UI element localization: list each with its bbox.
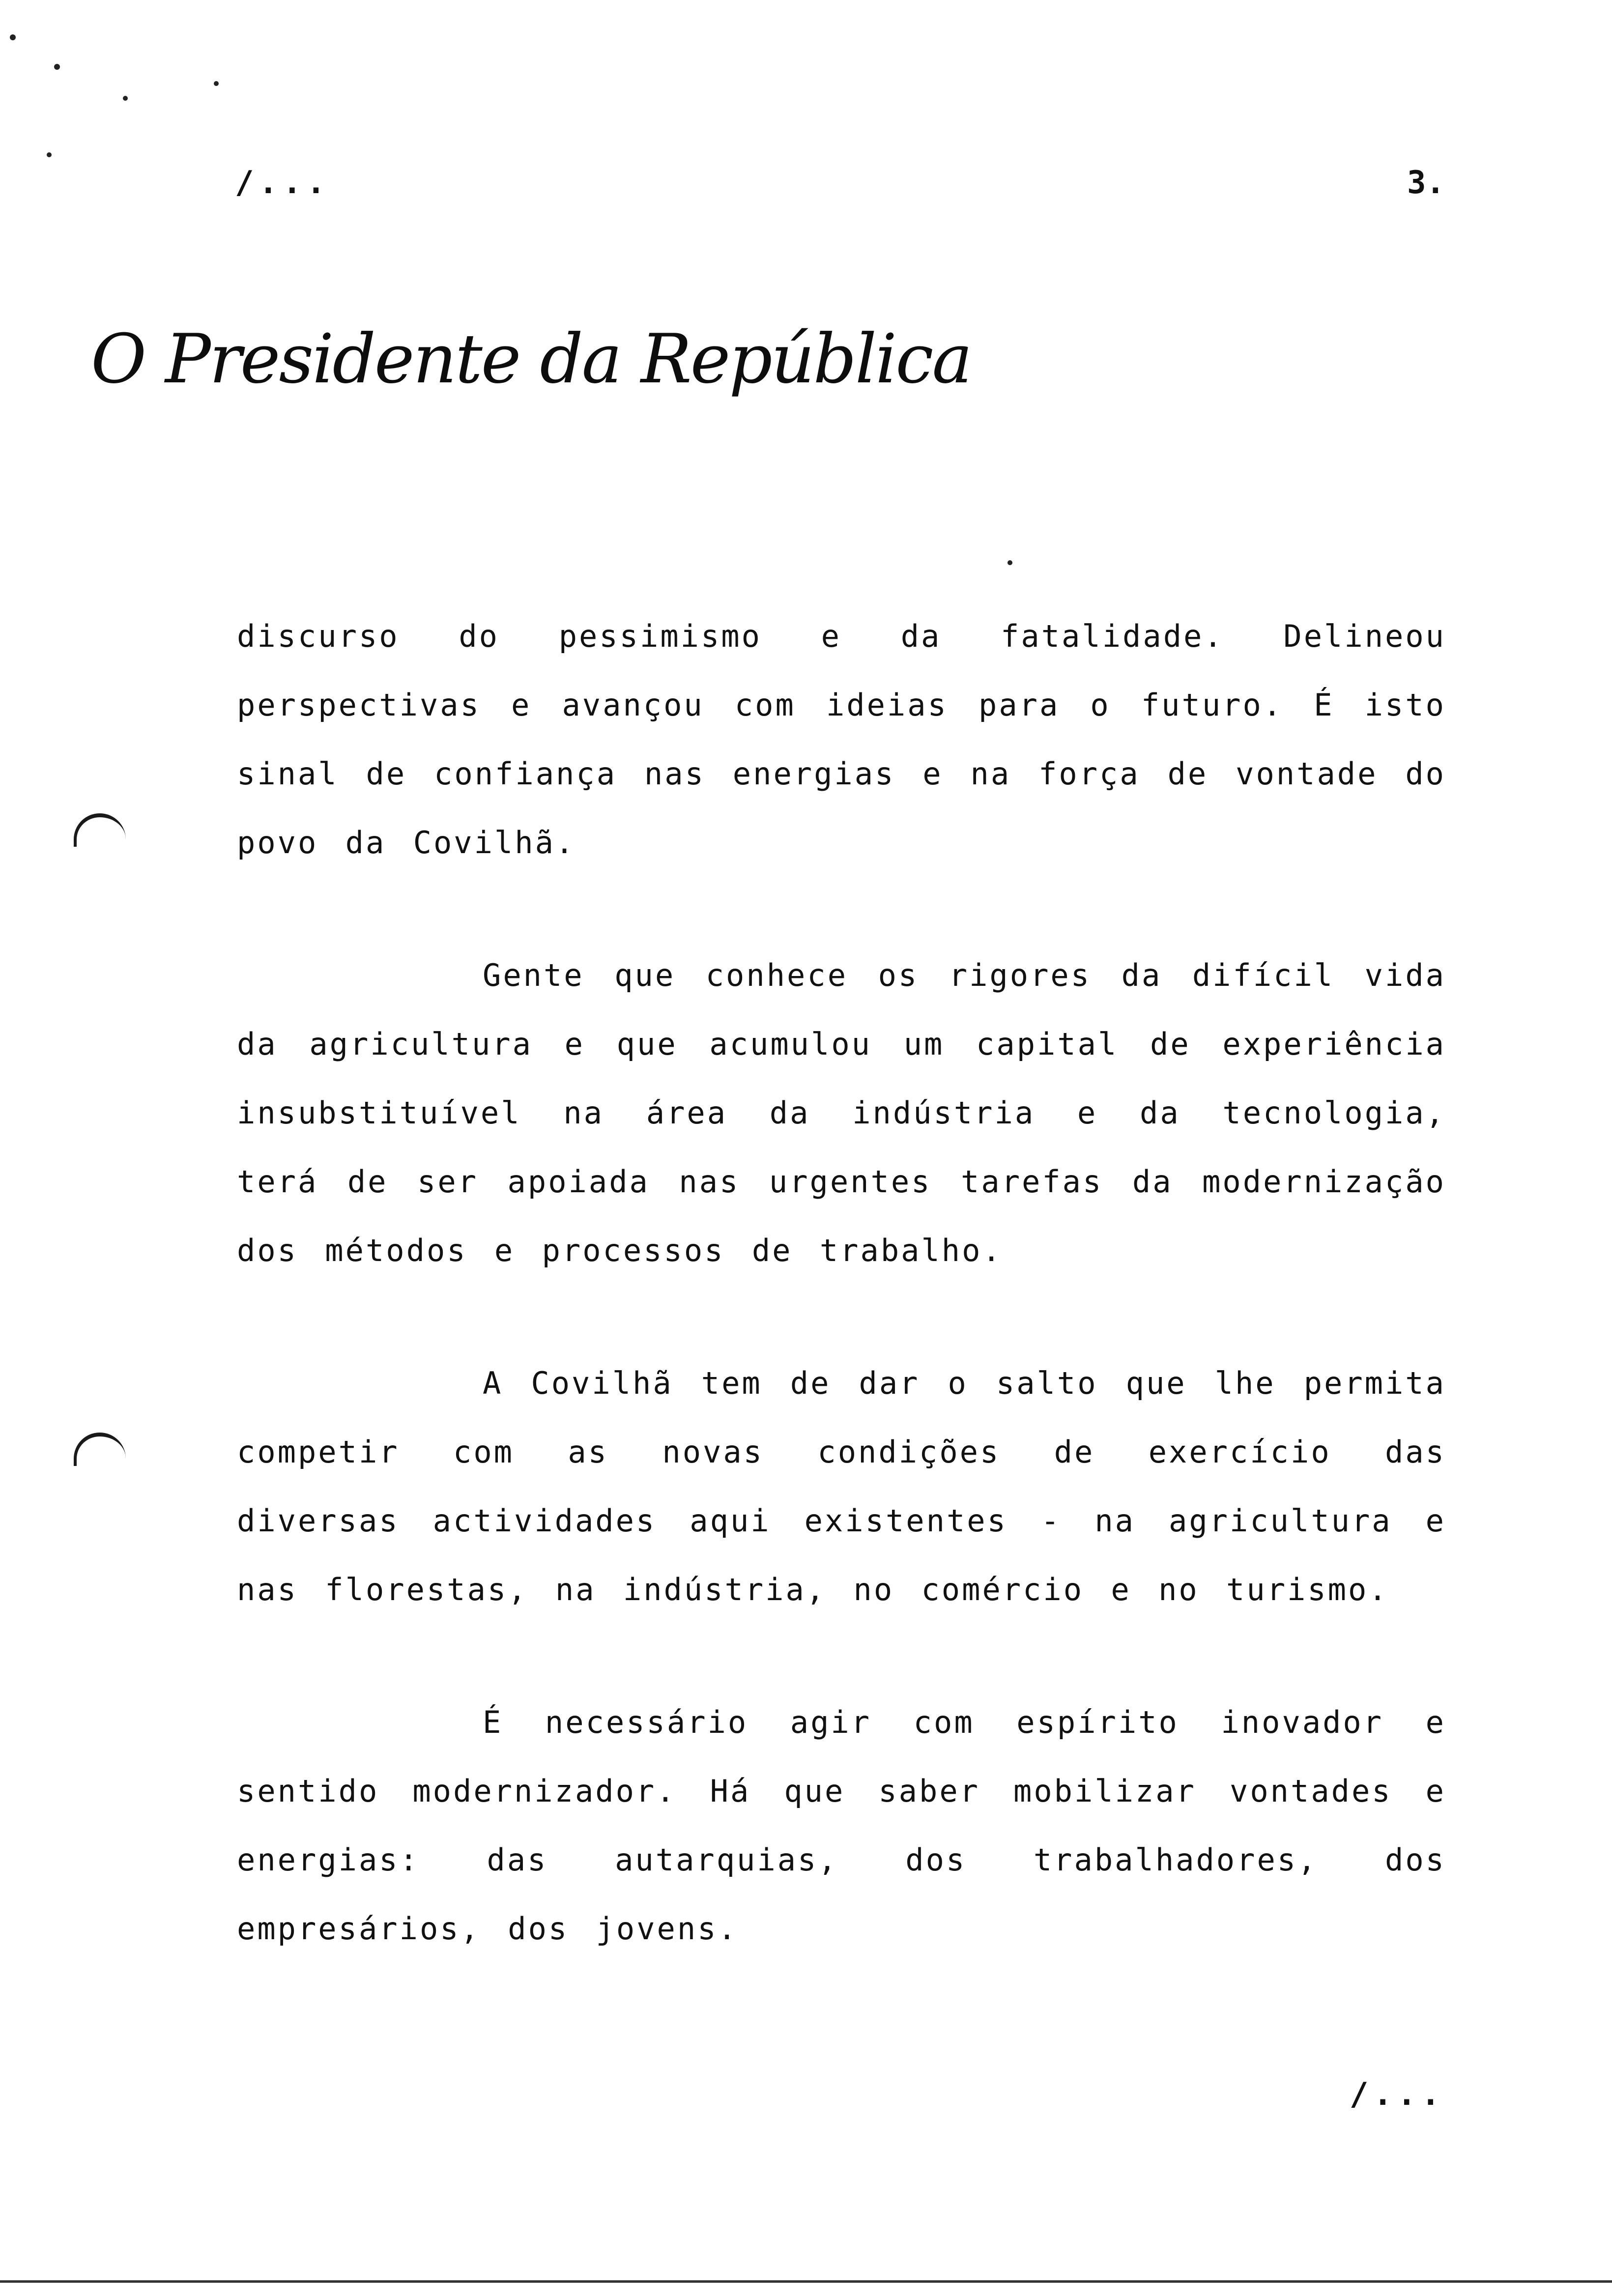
scan-speck xyxy=(10,34,16,40)
scan-speck xyxy=(54,64,60,70)
footer-continuation-mark: /... xyxy=(1349,2076,1445,2113)
scan-speck xyxy=(214,81,219,86)
paragraph-1: discurso do pessimismo e da fatalidade. Delineou perspectivas e avançou com ideias para o futuro. É isto sinal de confiança nas energias e na força de vontade do povo da Covilhã. xyxy=(237,618,1446,861)
paragraph-4: É necessário agir com espírito inovador e sentido modernizador. Há que saber mobilizar vontades e energias: das autarquias, dos trabalhadores, dos empresários, dos jovens. xyxy=(237,1704,1446,1947)
page-number: 3. xyxy=(1407,165,1445,201)
scan-bottom-edge xyxy=(0,2280,1612,2283)
letterhead-title: O Presidente da República xyxy=(91,319,971,399)
punch-hole-mark-upper xyxy=(74,813,126,847)
paragraph-2: Gente que conhece os rigores da difícil vida da agricultura e que acumulou um capital de experiência insubstituível na área da indústria e da tecnologia, terá de ser apoiada nas urgentes tarefas da modernização dos métodos e processos de trabalho. xyxy=(237,957,1446,1268)
document-body xyxy=(237,602,1446,2027)
scan-speck xyxy=(123,96,128,101)
punch-hole-mark-lower xyxy=(74,1433,126,1466)
scan-speck xyxy=(47,152,52,157)
paragraph-3: A Covilhã tem de dar o salto que lhe permita competir com as novas condições de exercício das diversas actividades aqui existentes - na agricultura e nas florestas, na indústria, no comércio e no turismo. xyxy=(237,1365,1446,1607)
scan-speck xyxy=(1008,560,1012,565)
header-continuation-mark: /... xyxy=(235,165,331,201)
